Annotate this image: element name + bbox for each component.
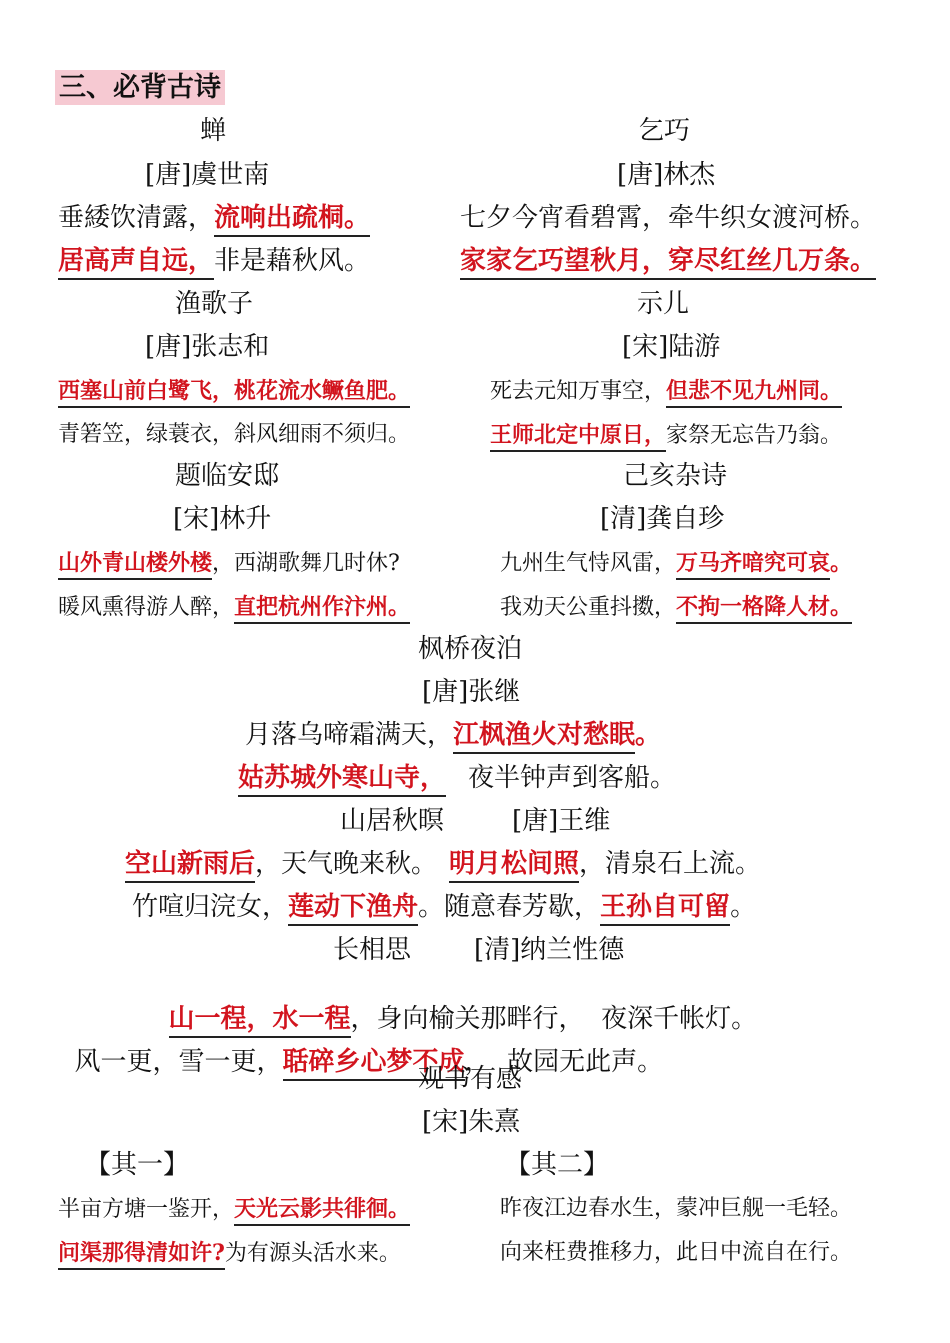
line-text: ， 故园无此声。 <box>464 1047 664 1077</box>
poem-line <box>58 552 400 575</box>
key-phrase: 王师北定中原日， <box>490 422 666 452</box>
poem-title: 观书有感 <box>418 1064 523 1094</box>
line-text: 非是藉秋风。 <box>214 246 371 276</box>
poem-line <box>58 1023 663 1075</box>
poem-title: 枫桥夜泊 <box>418 634 523 664</box>
section-heading: 三、必背古诗 <box>55 70 225 105</box>
poem-title: 蝉 <box>200 116 227 146</box>
key-phrase: 空山新雨后 <box>125 849 255 883</box>
poem-line <box>58 596 410 619</box>
line-text: 风一更，雪一更， <box>74 1047 283 1077</box>
line-text: 我劝天公重抖擞， <box>500 595 677 620</box>
key-phrase: 山外青山楼外楼 <box>58 550 212 580</box>
poem-line <box>238 765 676 791</box>
line-text: 竹喧归浣女， <box>132 892 289 922</box>
poem-author: [清]龚自珍 <box>600 504 725 534</box>
poem-part-label: 【其二】 <box>505 1150 610 1180</box>
key-phrase: 万马齐喑究可哀 <box>676 550 830 580</box>
poem-line <box>58 248 370 274</box>
poem-line <box>500 596 852 619</box>
poem-line <box>58 205 370 231</box>
key-phrase: 家家乞巧望秋月，穿尽红丝几万条。 <box>460 246 876 280</box>
poem-line <box>58 1242 401 1265</box>
key-phrase: 问渠那得清如许? <box>58 1240 225 1270</box>
poem-author: [宋]朱熹 <box>422 1107 521 1137</box>
key-phrase: 王孙自可留 <box>600 892 730 926</box>
poem-line <box>58 380 410 403</box>
poem-line <box>125 851 761 877</box>
line-text: 九州生气恃风雷， <box>500 551 677 576</box>
key-phrase: 姑苏城外寒山寺， <box>238 763 446 797</box>
key-phrase: 天光云影共徘徊。 <box>234 1196 410 1226</box>
poem-part-label: 【其一】 <box>85 1150 190 1180</box>
poem-title: 长相思 <box>333 935 412 965</box>
line-text: ，天气晚来秋。 <box>255 849 438 879</box>
poem-author: [唐]张志和 <box>145 332 270 362</box>
poem-line <box>500 552 852 575</box>
poem-line <box>245 722 661 748</box>
key-phrase: 直把杭州作汴州。 <box>234 594 410 624</box>
poem-line <box>132 894 756 920</box>
line-text: ，西湖歌舞几时休? <box>212 551 400 576</box>
poem-title: 题临安邸 <box>175 461 280 491</box>
poem-line: 七夕今宵看碧霄，牵牛织女渡河桥。 <box>460 203 877 233</box>
poem-line: 向来枉费推移力，此日中流自在行。 <box>500 1240 853 1265</box>
line-text: 暖风熏得游人醉， <box>58 595 235 620</box>
line-text: 垂緌饮清露， <box>58 203 215 233</box>
poem-author: [唐]虞世南 <box>145 160 270 190</box>
punctuation: 。 <box>635 720 662 750</box>
key-phrase: 但悲不见九州同。 <box>666 378 842 408</box>
key-phrase: 莲动下渔舟 <box>288 892 418 926</box>
poem-author: [唐]王维 <box>512 806 611 836</box>
poem-author: [清]纳兰性德 <box>474 935 625 965</box>
poem-author: [宋]林升 <box>173 504 272 534</box>
poem-line <box>490 424 842 447</box>
key-phrase: 山一程，水一程 <box>169 1004 351 1038</box>
poem-line <box>58 1198 410 1221</box>
line-text: ，清泉石上流。 <box>579 849 762 879</box>
line-text: 家祭无忘告乃翁。 <box>666 423 843 448</box>
poem-line <box>460 248 876 274</box>
line-text: 为有源头活水来。 <box>224 1241 401 1266</box>
poem-author: [唐]林杰 <box>617 160 716 190</box>
poem-title: 己亥杂诗 <box>623 461 728 491</box>
key-phrase: 明月松间照 <box>449 849 579 883</box>
key-phrase: 流响出疏桐。 <box>214 203 370 237</box>
key-phrase: 江枫渔火对愁眠 <box>453 720 635 754</box>
line-text: 半亩方塘一鉴开， <box>58 1197 235 1222</box>
line-text: ，身向榆关那畔行， 夜深千帐灯。 <box>350 1004 758 1034</box>
poem-author: [宋]陆游 <box>622 332 721 362</box>
key-phrase: 居高声自远， <box>58 246 214 280</box>
poem-line <box>490 380 842 403</box>
line-text: 月落乌啼霜满天， <box>245 720 454 750</box>
poem-title: 示儿 <box>637 289 690 319</box>
punctuation: 。 <box>830 550 853 576</box>
line-text: 死去元知万事空， <box>490 379 667 404</box>
line-text: 。随意春芳歇， <box>418 892 601 922</box>
poem-title: 乞巧 <box>638 116 691 146</box>
poem-author: [唐]张继 <box>422 677 521 707</box>
poem-title: 渔歌子 <box>175 289 254 319</box>
key-phrase: 西塞山前白鹭飞，桃花流水鳜鱼肥。 <box>58 378 410 408</box>
poem-line: 昨夜江边春水生，蒙冲巨舰一毛轻。 <box>500 1196 853 1221</box>
line-text: 。 <box>730 892 757 922</box>
key-phrase: 不拘一格降人材。 <box>676 594 852 624</box>
line-text: 夜半钟声到客船。 <box>468 763 677 793</box>
key-phrase: 聒碎乡心梦不成 <box>283 1047 465 1081</box>
poem-title: 山居秋暝 <box>340 806 445 836</box>
poem-line: 青箬笠，绿蓑衣，斜风细雨不须归。 <box>58 422 411 447</box>
